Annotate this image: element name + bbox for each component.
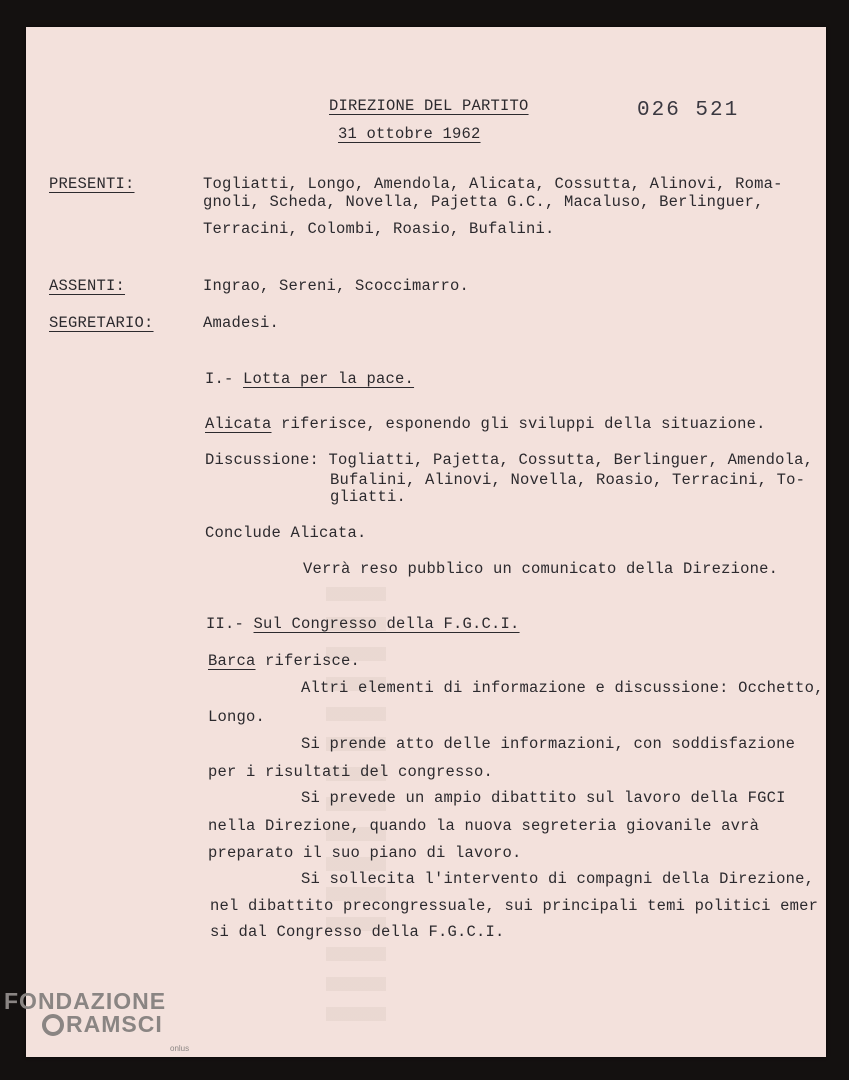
logo-line-1: FONDAZIONE xyxy=(4,988,167,1014)
document-date: 31 ottobre 1962 xyxy=(338,125,481,143)
section2-line: preparato il suo piano di lavoro. xyxy=(208,844,522,862)
segretario-text: Amadesi. xyxy=(203,314,280,332)
section2-line: nel dibattito precongressuale, sui principali temi politici emer xyxy=(210,897,819,915)
presenti-line: gnoli, Scheda, Novella, Pajetta G.C., Macaluso, Berlinguer, xyxy=(203,193,764,211)
presenti-line: Terracini, Colombi, Roasio, Bufalini. xyxy=(203,220,555,238)
fondazione-gramsci-logo xyxy=(4,988,190,1053)
section2-line: per i risultati del congresso. xyxy=(208,763,494,781)
section1-report-text: riferisce, esponendo gli sviluppi della situazione. xyxy=(271,415,766,433)
section1-discussion-line: Bufalini, Alinovi, Novella, Roasio, Terracini, To- xyxy=(330,471,806,489)
section2-reporter: Barca xyxy=(208,652,256,670)
section2-report xyxy=(208,652,360,670)
logo-g-icon xyxy=(42,1014,64,1036)
presenti-line: Togliatti, Longo, Amendola, Alicata, Cossutta, Alinovi, Roma- xyxy=(203,175,783,193)
document-page xyxy=(26,27,826,1057)
section1-title: Lotta per la pace. xyxy=(243,370,415,388)
section1-comunicato: Verrà reso pubblico un comunicato della Direzione. xyxy=(303,560,779,578)
section2-line: nella Direzione, quando la nuova segreteria giovanile avrà xyxy=(208,817,760,835)
section2-line: Si prende atto delle informazioni, con soddisfazione xyxy=(301,735,796,753)
section1-discussion-line: Discussione: Togliatti, Pajetta, Cossutta, Berlinguer, Amendola, xyxy=(205,451,814,469)
section1-discussion-line: gliatti. xyxy=(330,488,407,506)
section2-number: II.- xyxy=(206,615,254,633)
section2-line: Si prevede un ampio dibattito sul lavoro della FGCI xyxy=(301,789,786,807)
logo-onlus: onlus xyxy=(170,1044,190,1053)
section2-heading xyxy=(206,615,520,633)
section2-line: Si sollecita l'intervento di compagni della Direzione, xyxy=(301,870,815,888)
section2-line: Altri elementi di informazione e discussione: Occhetto, xyxy=(301,679,824,697)
section1-heading xyxy=(205,370,414,388)
section2-line: si dal Congresso della F.G.C.I. xyxy=(210,923,505,941)
section1-report xyxy=(205,415,766,433)
assenti-label: ASSENTI: xyxy=(49,277,126,295)
segretario-label: SEGRETARIO: xyxy=(49,314,154,332)
assenti-text: Ingrao, Sereni, Scoccimarro. xyxy=(203,277,470,295)
section2-title: Sul Congresso della F.G.C.I. xyxy=(253,615,520,633)
section2-line: Longo. xyxy=(208,708,266,726)
presenti-label: PRESENTI: xyxy=(49,175,135,193)
section1-reporter: Alicata xyxy=(205,415,272,433)
section1-number: I.- xyxy=(205,370,244,388)
document-number: 026 521 xyxy=(637,99,740,122)
logo-line-2: RAMSCI xyxy=(42,1011,166,1038)
document-title: DIREZIONE DEL PARTITO xyxy=(329,97,529,115)
section1-conclude: Conclude Alicata. xyxy=(205,524,367,542)
section2-report-text: riferisce. xyxy=(255,652,361,670)
